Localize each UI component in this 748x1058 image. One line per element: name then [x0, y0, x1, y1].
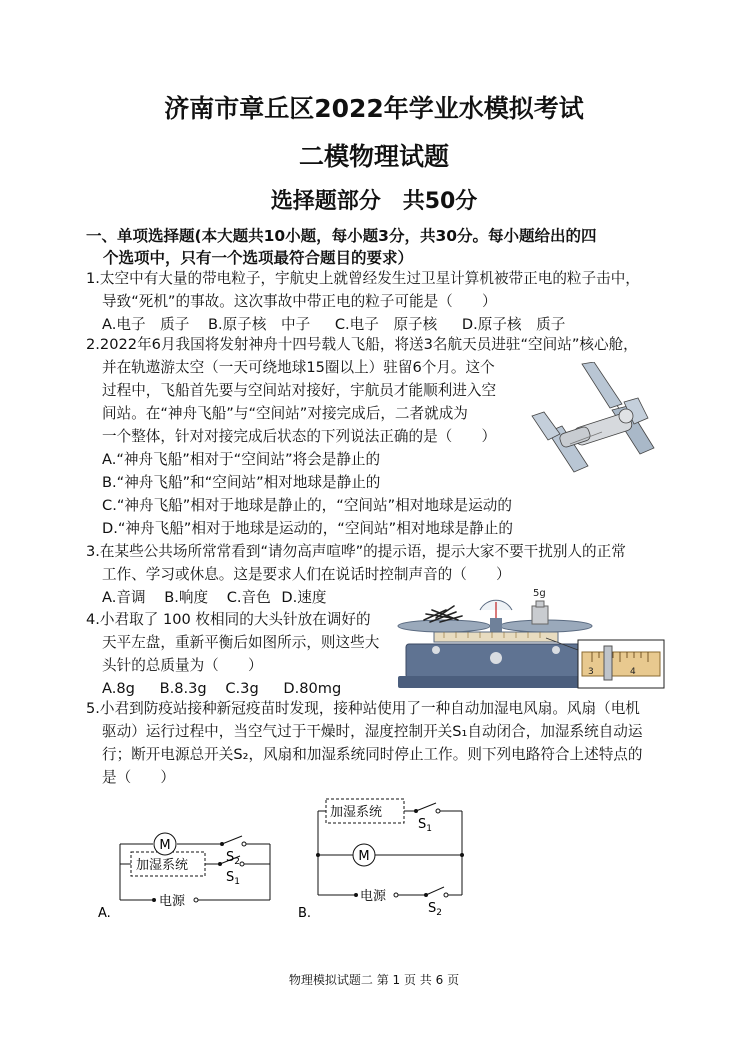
motor-symbol-a: M	[159, 838, 171, 853]
q4-line-1: 4.小君取了 100 枚相同的大头针放在调好的	[86, 611, 371, 628]
q5-line-3: 行；断开电源总开关S₂，风扇和加湿系统同时停止工作。则下列电路符合上述特点的	[102, 746, 643, 763]
q1-option-d: D.原子核 质子	[461, 316, 566, 333]
q3-option-c: C.音色	[226, 589, 271, 606]
q3-option-b: B.响度	[164, 589, 209, 606]
q4-line-2: 天平左盘，重新平衡后如图所示，则这些大	[102, 634, 380, 651]
circuit-a-option-label: A.	[98, 906, 111, 921]
page-footer: 物理模拟试题二 第 1 页 共 6 页	[288, 973, 460, 987]
exam-title: 济南市章丘区2022年学业水模拟考试	[164, 94, 584, 123]
q1-option-c: C.电子 原子核	[334, 316, 438, 333]
q2-option-d: D.“神舟飞船”相对于地球是运动的，“空间站”相对地球是静止的	[102, 520, 513, 537]
space-station-figure	[530, 362, 660, 482]
q2-option-a: A.“神舟飞船”相对于“空间站”将会是静止的	[102, 451, 381, 468]
q2-line-5: 一个整体，针对对接完成后状态的下列说法正确的是（ ）	[102, 428, 497, 445]
switch-s2-label-b: $S_2$	[428, 901, 442, 918]
q4-option-d: D.80mg	[283, 680, 342, 697]
q3-option-d: D.速度	[281, 589, 327, 606]
q5-line-2: 驱动）运行过程中，当空气过于干燥时，湿度控制开关S₁自动闭合，加湿系统自动运	[102, 723, 643, 740]
power-source-a: 电源	[159, 894, 186, 909]
q1-line-1: 1.太空中有大量的带电粒子，宇航史上就曾经发生过卫星计算机被带正电的粒子击中，	[86, 270, 640, 287]
question-5	[86, 697, 643, 789]
q2-line-1: 2.2022年6月我国将发射神舟十四号载人飞船，将送3名航天员进驻“空间站”核心舱，	[86, 336, 638, 353]
q5-line-4: 是（ ）	[102, 769, 175, 786]
q2-line-4: 间站。在“神舟飞船”与“空间站”对接完成后，二者就成为	[102, 405, 468, 422]
q4-line-3: 头针的总质量为（ ）	[102, 657, 263, 674]
humidifier-box-b: 加湿系统	[330, 805, 383, 820]
exam-subtitle: 二模物理试题	[298, 142, 449, 171]
q2-option-c: C.“神舟飞船”相对于地球是静止的，“空间站”相对地球是运动的	[102, 497, 512, 514]
q4-option-a: A.8g	[102, 680, 135, 697]
power-source-b: 电源	[360, 889, 387, 904]
q1-option-a: A.电子 质子	[102, 316, 190, 333]
switch-s2-label-a: $S_2$	[226, 850, 240, 867]
balance-figure	[396, 588, 668, 696]
humidifier-box-a: 加湿系统	[136, 858, 189, 873]
circuit-b	[296, 793, 476, 921]
q1-option-b: B.原子核 中子	[207, 316, 311, 333]
q2-line-3: 过程中，飞船首先要与空间站对接好，宇航员才能顺利进入空	[102, 382, 497, 399]
question-1	[86, 267, 640, 336]
circuit-a	[96, 828, 280, 922]
q1-line-2: 导致“死机”的事故。这次事故中带正电的粒子可能是（ ）	[102, 293, 497, 310]
circuit-b-option-label: B.	[298, 906, 312, 921]
ruler-digit-4: 4	[630, 667, 636, 677]
part1-heading-line2: 个选项中，只有一个选项最符合题目的要求）	[103, 249, 414, 267]
q2-option-b: B.“神舟飞船”和“空间站”相对地球是静止的	[102, 474, 381, 491]
section-title: 选择题部分 共50分	[270, 189, 478, 214]
q5-line-1: 5.小君到防疫站接种新冠疫苗时发现，接种站使用了一种自动加湿电风扇。风扇（电机	[86, 700, 640, 717]
ruler-digit-3: 3	[588, 667, 594, 677]
q4-option-c: C.3g	[225, 680, 259, 697]
q3-line-2: 工作、学习或休息。这是要求人们在说话时控制声音的（ ）	[102, 566, 511, 583]
motor-symbol-b: M	[358, 849, 370, 864]
q4-option-b: B.8.3g	[159, 680, 207, 697]
question-4	[86, 608, 379, 700]
switch-s1-label-a: $S_1$	[226, 870, 240, 887]
q3-option-a: A.音调	[102, 589, 146, 606]
part1-heading-line1: 一、单项选择题(本大题共10小题，每小题3分，共30分。每小题给出的四	[86, 227, 597, 245]
q2-line-2: 并在轨遨游太空（一天可绕地球15圈以上）驻留6个月。这个	[102, 359, 495, 376]
switch-s1-label-b: $S_1$	[418, 817, 432, 834]
q3-line-1: 3.在某些公共场所常常看到“请勿高声喧哗”的提示语，提示大家不要干扰别人的正常	[86, 543, 626, 560]
weight-label: 5g	[533, 588, 546, 599]
